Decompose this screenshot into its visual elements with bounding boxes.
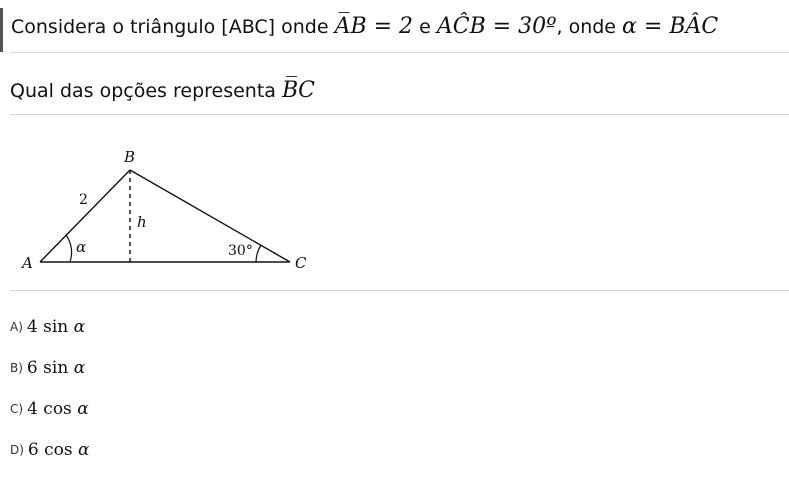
question-statement <box>11 14 718 39</box>
alpha-definition: α = BÂC <box>622 14 719 39</box>
option-letter: A) <box>10 319 23 334</box>
divider <box>10 290 789 291</box>
answer-options <box>10 306 90 470</box>
option-coefficient: 4 <box>26 316 38 337</box>
question-prompt <box>10 78 315 103</box>
statement-onde: , onde <box>556 16 623 38</box>
option-a[interactable] <box>10 306 90 347</box>
option-function: sin <box>43 357 69 378</box>
option-expression <box>28 440 90 460</box>
option-variable: α <box>78 439 90 460</box>
option-function: cos <box>44 439 73 460</box>
option-coefficient: 4 <box>27 398 38 419</box>
option-variable: α <box>73 316 86 337</box>
option-d[interactable] <box>10 429 90 470</box>
option-function: sin <box>43 316 69 337</box>
divider <box>10 114 789 115</box>
option-letter: B) <box>10 360 23 375</box>
prompt-text: Qual das opções representa <box>10 80 282 102</box>
option-letter: C) <box>10 401 24 416</box>
option-letter: D) <box>10 442 24 457</box>
segment-ab-expression: A̅B = 2 <box>334 14 414 39</box>
segment-bc-expression: B̅C <box>281 78 315 103</box>
vertex-label-a: A <box>22 254 33 272</box>
question-header <box>0 8 789 52</box>
triangle-diagram <box>10 140 330 280</box>
angle-c-label: 30° <box>228 243 253 259</box>
angle-arc-c <box>256 245 261 262</box>
triangle-figure <box>10 140 330 280</box>
height-label: h <box>137 213 147 231</box>
side-ab-length: 2 <box>79 192 88 208</box>
option-variable: α <box>77 398 89 419</box>
option-function: cos <box>43 398 72 419</box>
statement-and: e <box>413 16 437 38</box>
option-b[interactable] <box>10 347 90 388</box>
option-coefficient: 6 <box>26 357 38 378</box>
vertex-label-b: B <box>124 148 136 166</box>
vertex-label-c: C <box>295 254 307 272</box>
angle-alpha-label: α <box>76 238 87 256</box>
divider <box>10 52 789 53</box>
option-coefficient: 6 <box>27 439 39 460</box>
statement-intro: Considera o triângulo [ABC] onde <box>11 16 335 38</box>
option-expression <box>27 317 85 337</box>
angle-arc-a <box>66 235 72 262</box>
angle-acb-expression: AĈB = 30º <box>436 14 557 39</box>
side-bc <box>130 170 290 262</box>
option-variable: α <box>73 357 86 378</box>
option-expression <box>27 358 85 378</box>
option-c[interactable] <box>10 388 90 429</box>
option-expression <box>27 399 89 419</box>
